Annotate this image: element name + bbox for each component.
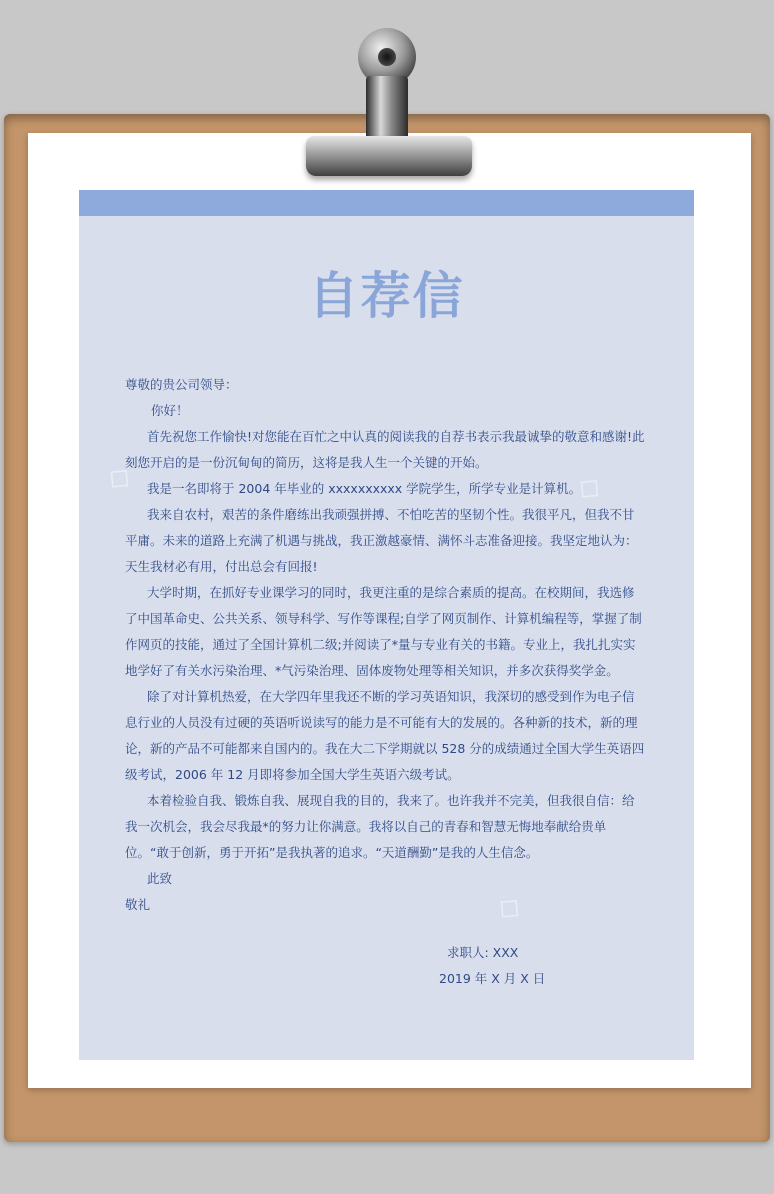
watermark: ◇ [100,456,141,499]
closing-line-1: 此致 [147,871,173,886]
closing-line-2: 敬礼 [125,897,151,912]
greeting: 你好！ [151,403,189,418]
signature-block [439,940,545,992]
letter-body [125,372,645,918]
letter-date: 2019 年 X 月 X 日 [439,971,546,986]
signature: 求职人: XXX [447,945,519,960]
watermark: ◇ [30,886,71,929]
paragraph: 我是一名即将于 2004 年毕业的 xxxxxxxxxx 学院学生，所学专业是计算机。 [147,481,582,496]
binder-clip-icon [290,24,480,180]
paragraph: 首先祝您工作愉快!对您能在百忙之中认真的阅读我的自荐书表示我最诚挚的敬意和感谢!此刻您开启的是一份沉甸甸的简历，这将是我人生一个关键的开始。 [125,429,645,470]
letter-title: 自荐信 [308,267,465,325]
paragraph: 本着检验自我、锻炼自我、展现自我的目的，我来了。也许我并不完美，但我很自信：给我一次机会，我会尽我最*的努力让你满意。我将以自己的青春和智慧无悔地奉献给贵单位。“敢于创新，勇于开拓”是我执著的追求。“天道酬勤”是我的人生信念。 [125,793,635,860]
accent-bar [79,190,694,216]
letter-page [30,190,694,1060]
salutation: 尊敬的贵公司领导： [125,377,238,392]
watermark: ◇ [490,886,531,929]
paragraph: 除了对计算机热爱，在大学四年里我还不断的学习英语知识，我深切的感受到作为电子信息行业的人员没有过硬的英语听说读写的能力是不可能有大的发展的。各种新的技术，新的理论，新的产品不可能都来自国内的。我在大二下学期就以 528 分的成绩通过全国大学生英语四级考试，2006 年 12 月即将参加全国大学生英语六级考试。 [125,689,645,782]
paragraph: 我来自农村，艰苦的条件磨练出我顽强拼搏、不怕吃苦的坚韧个性。我很平凡，但我不甘平庸。未来的道路上充满了机遇与挑战，我正激越豪情、满怀斗志准备迎接。我坚定地认为：天生我材必有用，付出总会有回报! [125,507,638,574]
watermark: ◇ [570,466,611,509]
paragraph: 大学时期，在抓好专业课学习的同时，我更注重的是综合素质的提高。在校期间，我选修了中国革命史、公共关系、领导科学、写作等课程;自学了网页制作、计算机编程等，掌握了制作网页的技能，通过了全国计算机二级;并阅读了*量与专业有关的书籍。专业上，我扎扎实实地学好了有关水污染治理、*气污染治理、固体废物处理等相关知识，并多次获得奖学金。 [125,585,642,678]
